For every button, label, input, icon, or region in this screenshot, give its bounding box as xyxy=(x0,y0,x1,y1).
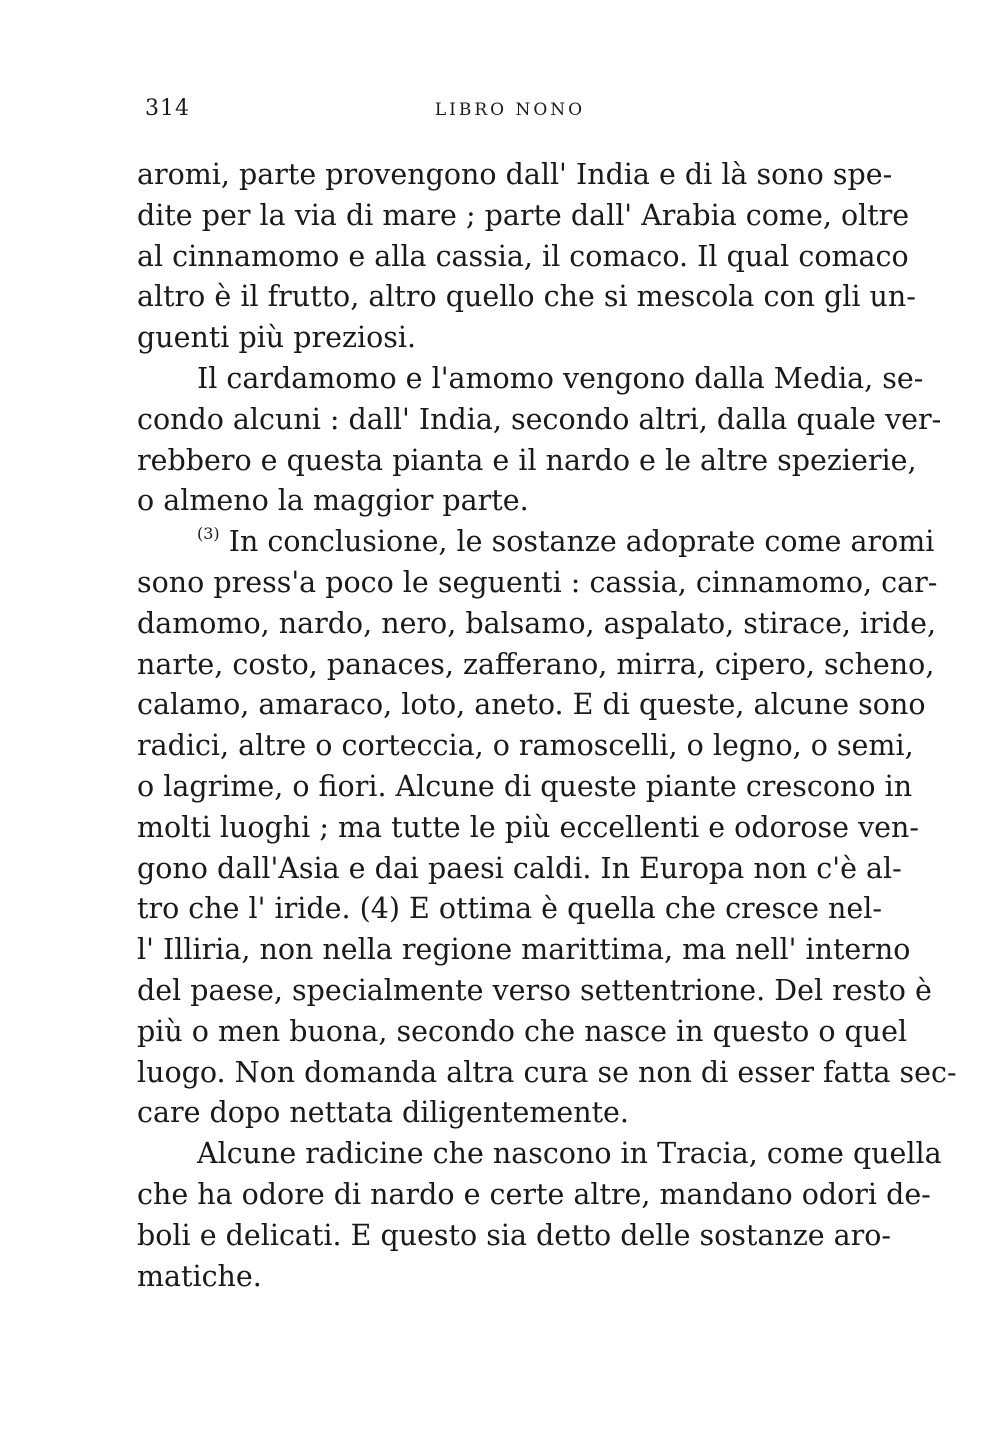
text-line: al cinnamomo e alla cassia, il comaco. Il qual comaco xyxy=(137,239,909,273)
text-line: più o men buona, secondo che nasce in questo o quel xyxy=(137,1014,908,1048)
running-head: LIBRO NONO xyxy=(434,100,586,120)
body-text xyxy=(137,155,957,1297)
text-line: molti luoghi ; ma tutte le più eccellenti e odorose ven- xyxy=(137,810,920,844)
text-line: gono dall'Asia e dai paesi caldi. In Europa non c'è al- xyxy=(137,851,902,885)
text-line: narte, costo, panaces, zafferano, mirra, cipero, scheno, xyxy=(137,647,935,681)
text-line: sono press'a poco le seguenti : cassia, cinnamomo, car- xyxy=(137,565,938,599)
text-line: calamo, amaraco, loto, aneto. E di queste, alcune sono xyxy=(137,688,926,722)
text-line: boli e delicati. E questo sia detto delle sostanze aro- xyxy=(137,1218,892,1252)
text-line: o almeno la maggior parte. xyxy=(137,484,529,518)
page-number: 314 xyxy=(145,96,190,121)
paragraph-3 xyxy=(137,522,957,1134)
text-line: Alcune radicine che nascono in Tracia, come quella xyxy=(197,1137,942,1171)
page-header xyxy=(140,96,880,132)
text-line: o lagrime, o fiori. Alcune di queste piante crescono in xyxy=(137,769,913,803)
text-line: matiche. xyxy=(137,1259,262,1293)
paragraph-1 xyxy=(137,155,916,359)
text-line: del paese, specialmente verso settentrione. Del resto è xyxy=(137,973,932,1007)
text-line: tro che l' iride. (4) E ottima è quella che cresce nel- xyxy=(137,892,883,926)
text-line: guenti più preziosi. xyxy=(137,321,417,355)
text-line: Il cardamomo e l'amomo vengono dalla Media, se- xyxy=(197,361,924,395)
paragraph-2 xyxy=(137,359,942,522)
text-line: dite per la via di mare ; parte dall' Arabia come, oltre xyxy=(137,198,910,232)
text-line: l' Illiria, non nella regione marittima, ma nell' interno xyxy=(137,933,911,967)
text-line: condo alcuni : dall' India, secondo altri, dalla quale ver- xyxy=(137,402,942,436)
text-line-content: In conclusione, le sostanze adoprate come aromi xyxy=(219,525,935,559)
text-line xyxy=(137,522,935,563)
text-line: luogo. Non domanda altra cura se non di esser fatta sec- xyxy=(137,1055,957,1089)
text-line: altro è il frutto, altro quello che si mescola con gli un- xyxy=(137,280,916,314)
text-line: rebbero e questa pianta e il nardo e le altre spezierie, xyxy=(137,443,917,477)
footnote-marker: (3) xyxy=(197,524,220,544)
text-line: care dopo nettata diligentemente. xyxy=(137,1096,629,1130)
text-line: che ha odore di nardo e certe altre, mandano odori de- xyxy=(137,1177,931,1211)
text-line: aromi, parte provengono dall' India e di là sono spe- xyxy=(137,158,893,191)
paragraph-4 xyxy=(137,1134,942,1297)
text-line: damomo, nardo, nero, balsamo, aspalato, stirace, iride, xyxy=(137,606,937,640)
text-line: radici, altre o corteccia, o ramoscelli, o legno, o semi, xyxy=(137,729,914,763)
